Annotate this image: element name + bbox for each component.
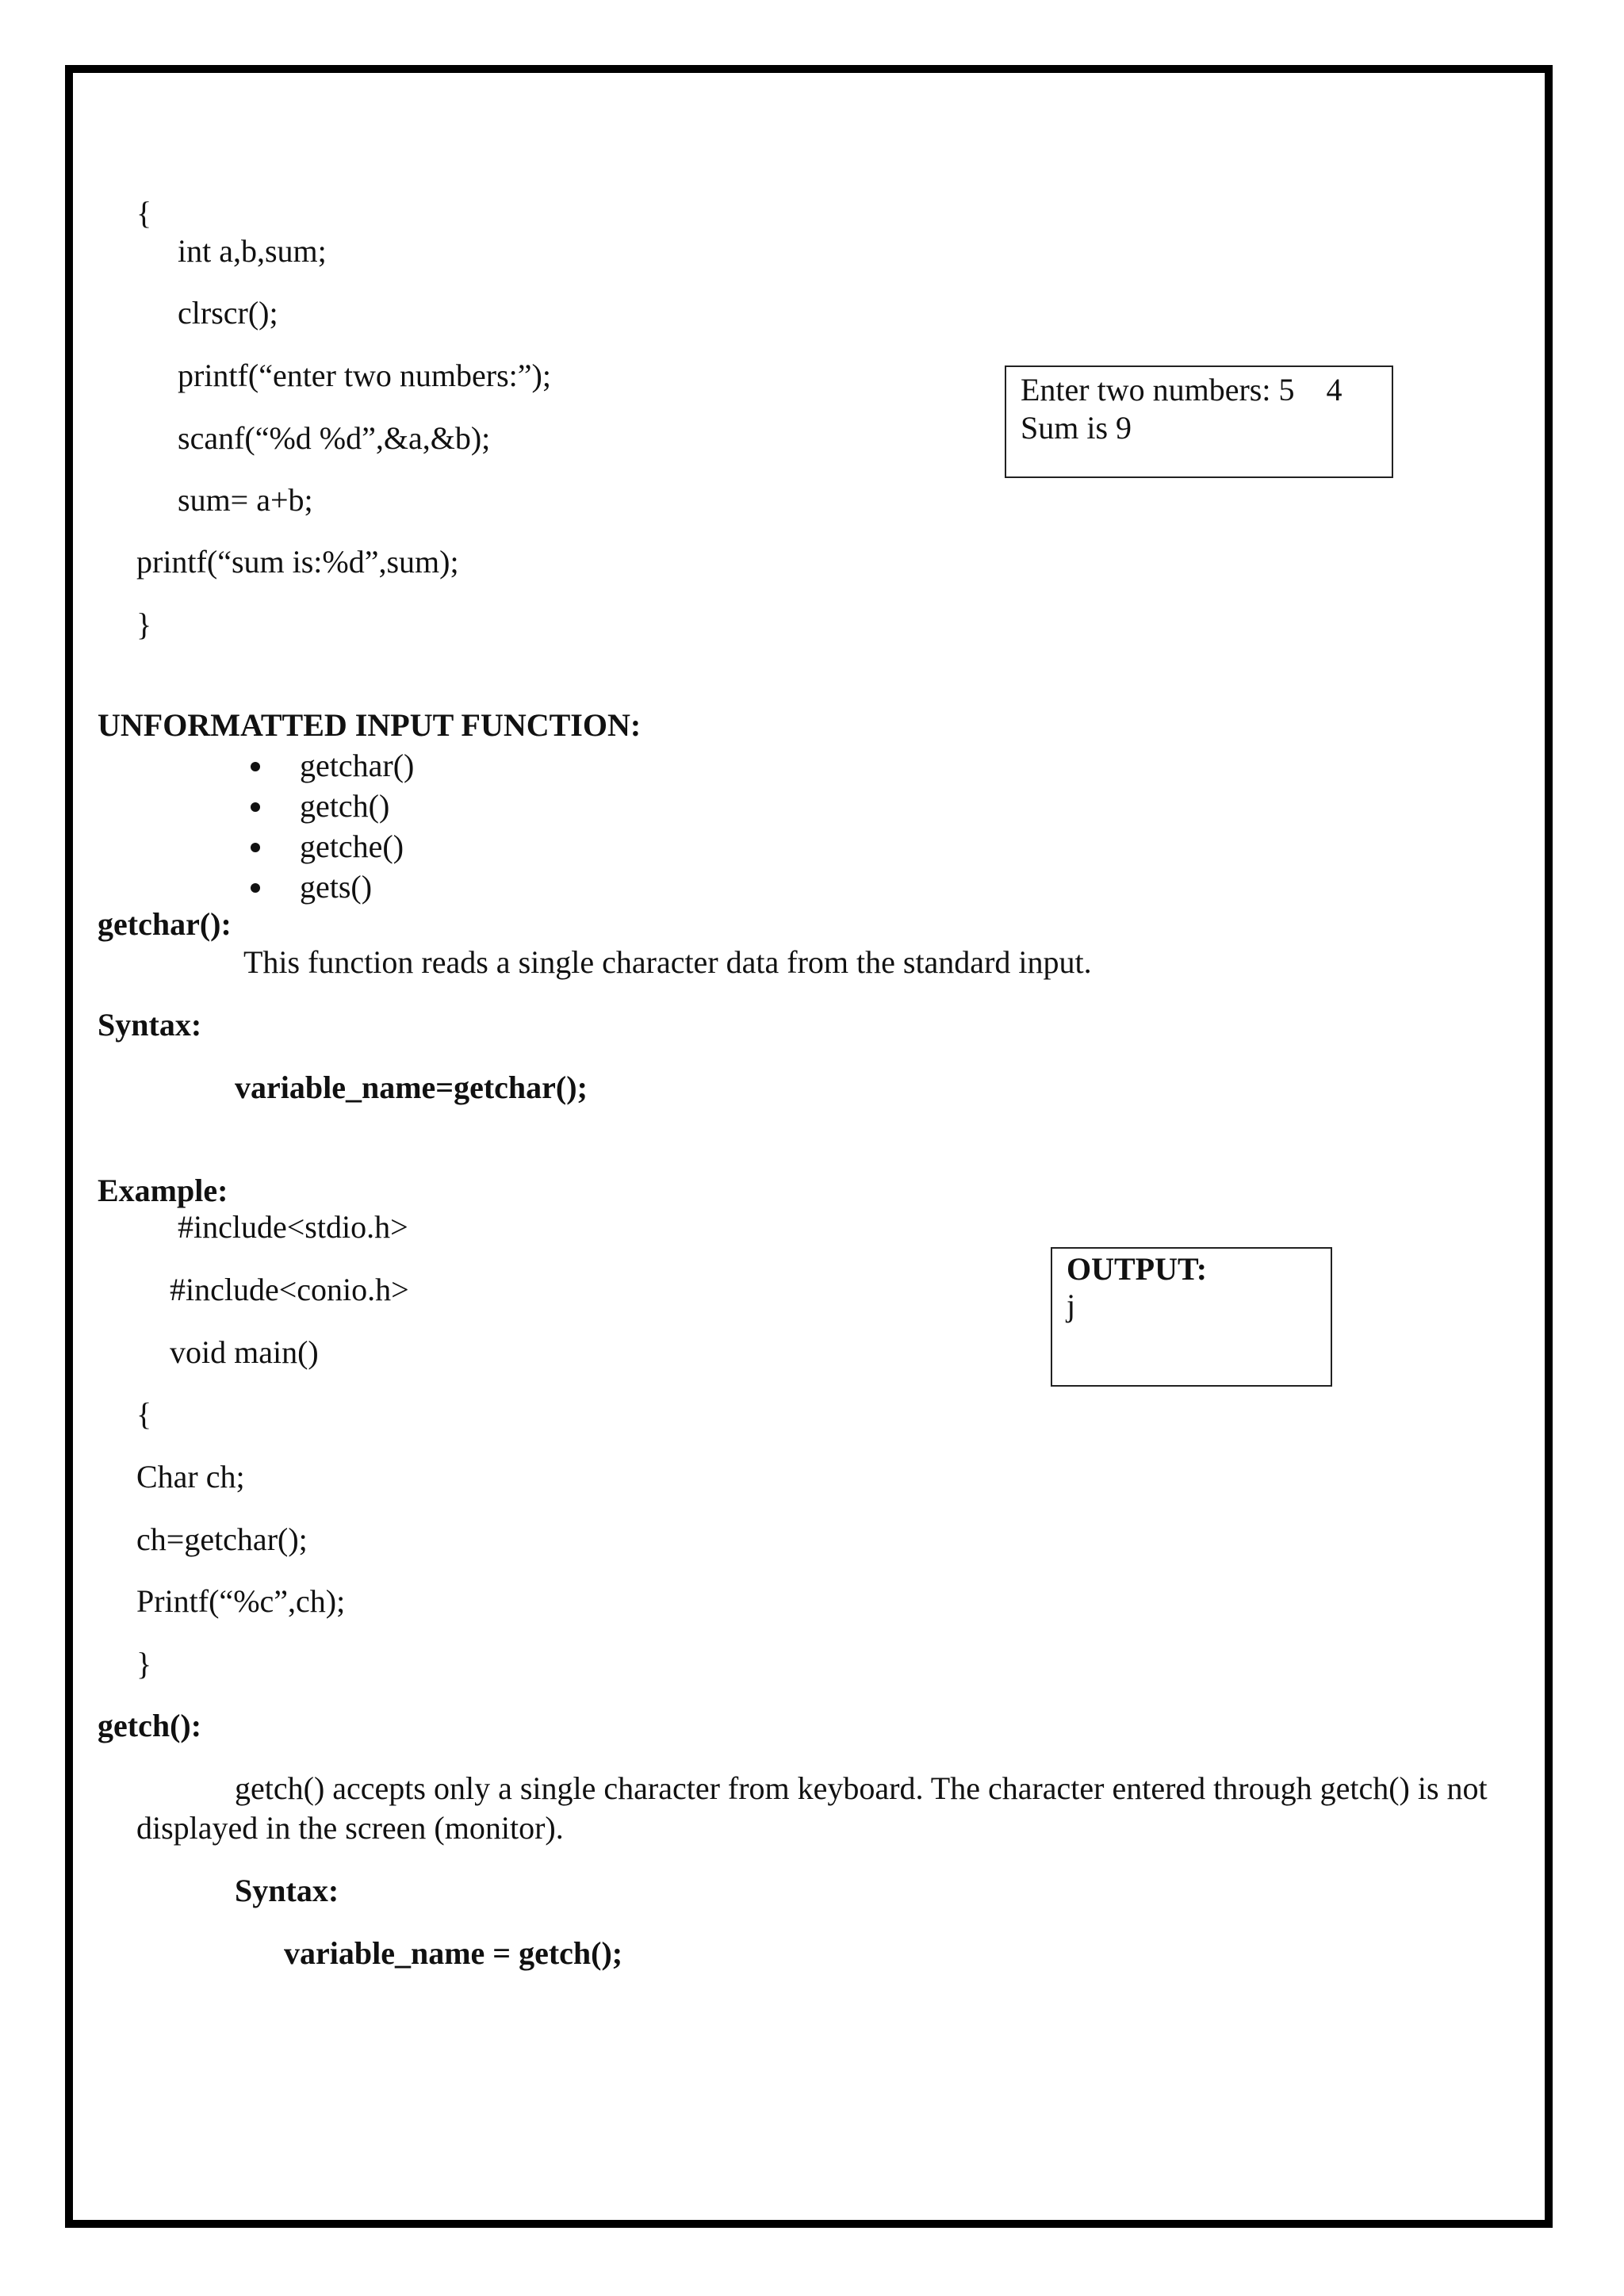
output-label: OUTPUT:	[1067, 1251, 1208, 1287]
getch-description: displayed in the screen (monitor).	[136, 1810, 564, 1846]
bullet-icon	[251, 762, 260, 771]
section-heading: UNFORMATTED INPUT FUNCTION:	[98, 707, 642, 743]
syntax-code: variable_name = getch();	[284, 1935, 623, 1971]
code-line: printf(“enter two numbers:”);	[178, 358, 551, 393]
code-line: }	[136, 607, 152, 642]
code-line: scanf(“%d %d”,&a,&b);	[178, 420, 491, 456]
getch-description: getch() accepts only a single character from keyboard. The character entered through getch() is not	[235, 1770, 1488, 1806]
syntax-code: variable_name=getchar();	[235, 1070, 588, 1105]
output-box	[1051, 1247, 1332, 1387]
code-line: #include<conio.h>	[170, 1272, 409, 1307]
code-line: #include<stdio.h>	[178, 1209, 408, 1245]
getch-heading: getch():	[98, 1708, 202, 1743]
bullet-icon	[251, 883, 260, 893]
code-line: void main()	[170, 1334, 319, 1370]
code-line: Char ch;	[136, 1459, 245, 1494]
code-line: sum= a+b;	[178, 482, 313, 518]
getchar-description: This function reads a single character data from the standard input.	[243, 944, 1092, 980]
getchar-heading: getchar():	[98, 906, 232, 942]
code-line: ch=getchar();	[136, 1521, 308, 1557]
code-line: clrscr();	[178, 295, 278, 331]
code-line: {	[136, 195, 152, 231]
output-line: Enter two numbers: 5 4	[1021, 372, 1342, 408]
output-value: j	[1067, 1288, 1076, 1323]
code-line: Printf(“%c”,ch);	[136, 1583, 346, 1619]
syntax-label: Syntax:	[98, 1007, 202, 1043]
code-line: int a,b,sum;	[178, 233, 327, 269]
code-line: }	[136, 1646, 152, 1682]
code-line: printf(“sum is:%d”,sum);	[136, 544, 459, 580]
bullet-icon	[251, 843, 260, 852]
code-line: {	[136, 1396, 152, 1432]
output-line: Sum is 9	[1021, 410, 1132, 446]
bullet-icon	[251, 802, 260, 812]
syntax-label: Syntax:	[235, 1873, 339, 1908]
output-box	[1005, 365, 1393, 478]
example-label: Example:	[98, 1173, 228, 1208]
